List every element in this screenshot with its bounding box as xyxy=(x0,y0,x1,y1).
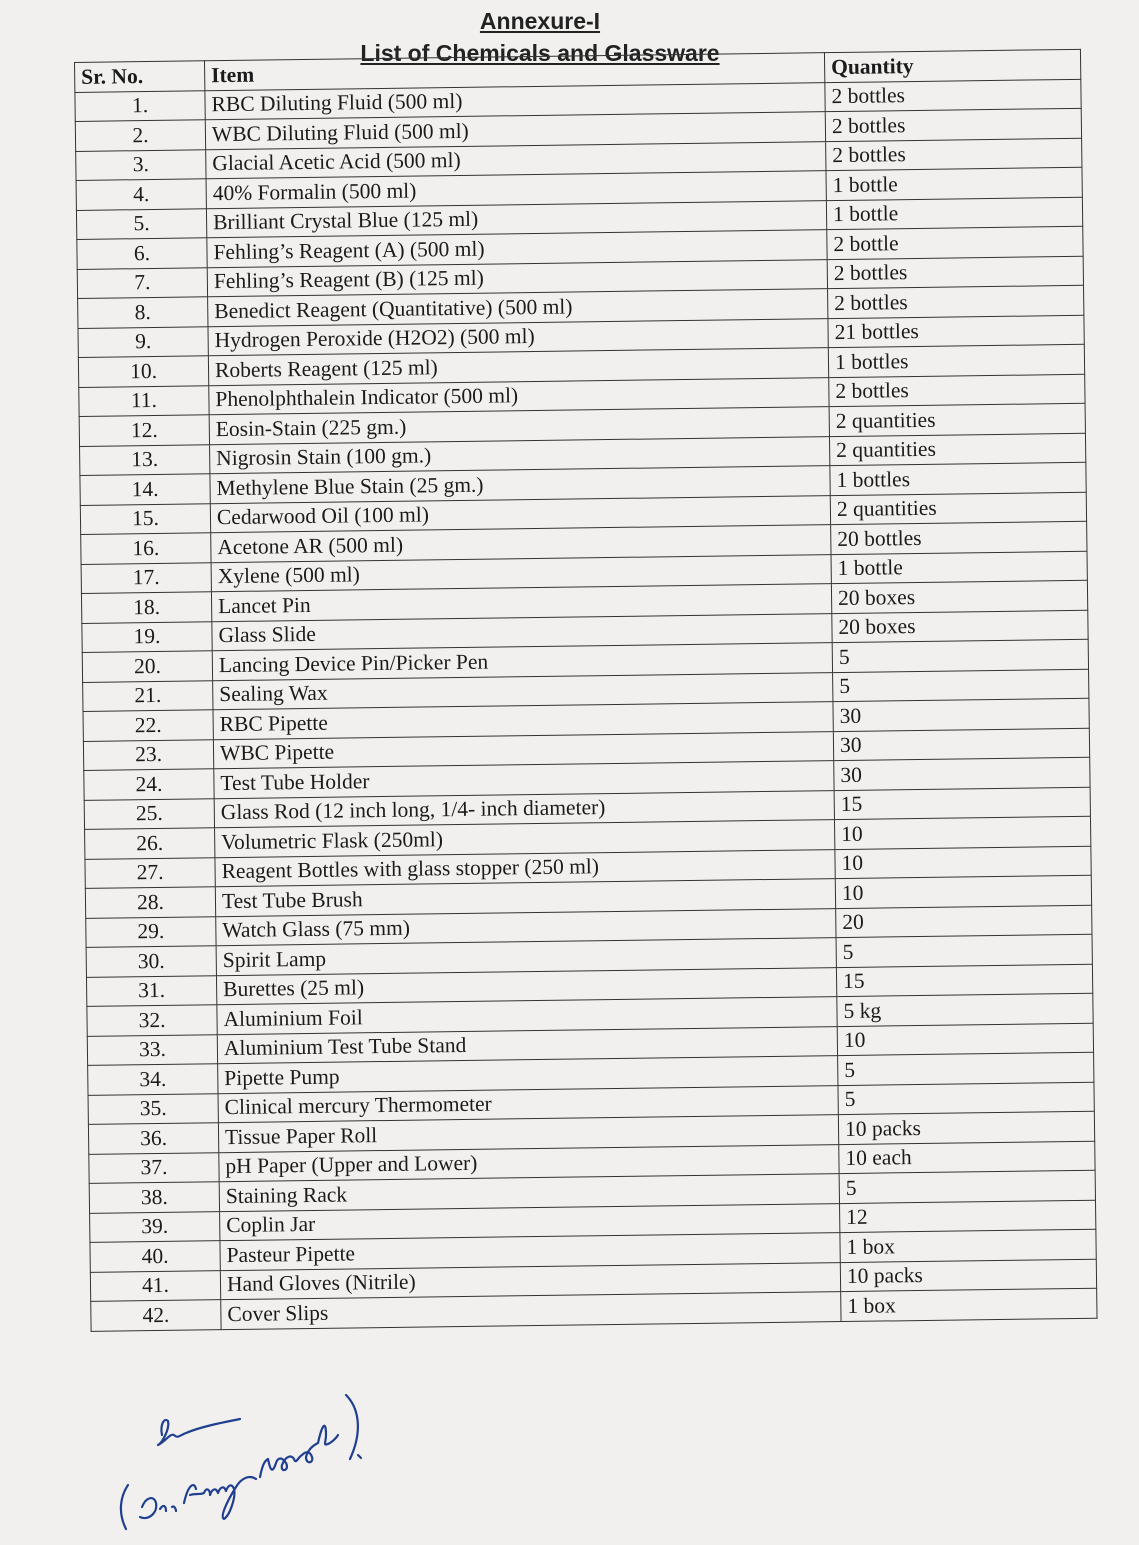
item-cell: RBC Pipette xyxy=(213,702,833,740)
quantity-cell: 2 bottles xyxy=(825,108,1081,141)
sr-cell: 40. xyxy=(90,1241,220,1272)
sr-cell: 6. xyxy=(77,238,207,269)
header-sr-no: Sr. No. xyxy=(75,61,205,92)
sr-cell: 13. xyxy=(80,444,210,475)
item-cell: Aluminium Foil xyxy=(217,997,837,1035)
sr-cell: 20. xyxy=(82,651,212,682)
sr-cell: 23. xyxy=(83,739,213,770)
item-cell: Pipette Pump xyxy=(218,1056,838,1094)
quantity-cell: 1 bottle xyxy=(826,167,1082,200)
items-table-container xyxy=(74,49,1097,1332)
sr-cell: 5. xyxy=(76,208,206,239)
sr-cell: 38. xyxy=(89,1182,219,1213)
quantity-cell: 20 boxes xyxy=(831,580,1087,613)
item-cell: WBC Diluting Fluid (500 ml) xyxy=(205,112,825,150)
quantity-cell: 10 xyxy=(835,875,1091,908)
item-cell: pH Paper (Upper and Lower) xyxy=(219,1144,839,1182)
quantity-cell: 20 boxes xyxy=(832,610,1088,643)
item-cell: Brilliant Crystal Blue (125 ml) xyxy=(206,200,826,238)
item-cell: Fehling’s Reagent (B) (125 ml) xyxy=(207,259,827,297)
item-cell: Volumetric Flask (250ml) xyxy=(215,820,835,858)
item-cell: Glacial Acetic Acid (500 ml) xyxy=(206,141,826,179)
quantity-cell: 5 xyxy=(838,1052,1094,1085)
sr-cell: 7. xyxy=(77,267,207,298)
item-cell: Lancet Pin xyxy=(211,584,831,622)
item-cell: Phenolphthalein Indicator (500 ml) xyxy=(209,377,829,415)
sr-cell: 36. xyxy=(88,1123,218,1154)
items-table xyxy=(74,49,1098,1332)
sr-cell: 30. xyxy=(86,946,216,977)
sr-cell: 25. xyxy=(84,798,214,829)
quantity-cell: 2 quantities xyxy=(830,492,1086,525)
sr-cell: 1. xyxy=(75,90,205,121)
item-cell: Fehling’s Reagent (A) (500 ml) xyxy=(207,230,827,268)
quantity-cell: 5 xyxy=(836,934,1092,967)
quantity-cell: 1 bottles xyxy=(830,462,1086,495)
quantity-cell: 1 bottle xyxy=(826,197,1082,230)
sr-cell: 34. xyxy=(88,1064,218,1095)
sr-cell: 18. xyxy=(81,592,211,623)
sr-cell: 22. xyxy=(83,710,213,741)
quantity-cell: 15 xyxy=(836,964,1092,997)
sr-cell: 19. xyxy=(82,621,212,652)
quantity-cell: 12 xyxy=(840,1200,1096,1233)
sr-cell: 41. xyxy=(90,1270,220,1301)
header-quantity: Quantity xyxy=(824,49,1080,82)
quantity-cell: 10 packs xyxy=(838,1111,1094,1144)
item-cell: Staining Rack xyxy=(219,1174,839,1212)
sr-cell: 37. xyxy=(89,1152,219,1183)
table-body xyxy=(75,79,1097,1331)
item-cell: Nigrosin Stain (100 gm.) xyxy=(210,436,830,474)
item-cell: Lancing Device Pin/Picker Pen xyxy=(212,643,832,681)
item-cell: Sealing Wax xyxy=(213,672,833,710)
sr-cell: 42. xyxy=(91,1300,221,1331)
quantity-cell: 1 box xyxy=(841,1288,1097,1321)
item-cell: Clinical mercury Thermometer xyxy=(218,1085,838,1123)
item-cell: Benedict Reagent (Quantitative) (500 ml) xyxy=(208,289,828,327)
quantity-cell: 10 xyxy=(835,846,1091,879)
sr-cell: 11. xyxy=(79,385,209,416)
quantity-cell: 21 bottles xyxy=(828,315,1084,348)
quantity-cell: 1 bottles xyxy=(828,344,1084,377)
sr-cell: 32. xyxy=(87,1005,217,1036)
quantity-cell: 20 bottles xyxy=(831,521,1087,554)
item-cell: Hand Gloves (Nitrile) xyxy=(220,1262,840,1300)
sr-cell: 29. xyxy=(86,916,216,947)
quantity-cell: 2 bottles xyxy=(826,138,1082,171)
quantity-cell: 5 xyxy=(832,639,1088,672)
sr-cell: 35. xyxy=(88,1093,218,1124)
sr-cell: 16. xyxy=(81,533,211,564)
item-cell: Test Tube Brush xyxy=(215,879,835,917)
quantity-cell: 5 xyxy=(833,669,1089,702)
sr-cell: 15. xyxy=(80,503,210,534)
item-cell: Spirit Lamp xyxy=(216,938,836,976)
sr-cell: 14. xyxy=(80,474,210,505)
item-cell: Eosin-Stain (225 gm.) xyxy=(209,407,829,445)
sr-cell: 17. xyxy=(81,562,211,593)
quantity-cell: 10 xyxy=(834,816,1090,849)
header-item: Item xyxy=(204,53,824,91)
sr-cell: 9. xyxy=(78,326,208,357)
sr-cell: 3. xyxy=(76,149,206,180)
item-cell: Test Tube Holder xyxy=(214,761,834,799)
item-cell: Coplin Jar xyxy=(220,1203,840,1241)
sr-cell: 27. xyxy=(85,857,215,888)
sr-cell: 24. xyxy=(84,769,214,800)
sr-cell: 4. xyxy=(76,179,206,210)
sr-cell: 12. xyxy=(79,415,209,446)
sr-cell: 2. xyxy=(75,120,205,151)
quantity-cell: 2 bottles xyxy=(828,285,1084,318)
item-cell: Cover Slips xyxy=(221,1292,841,1330)
quantity-cell: 5 xyxy=(839,1170,1095,1203)
item-cell: Glass Slide xyxy=(212,613,832,651)
quantity-cell: 10 packs xyxy=(840,1259,1096,1292)
item-cell: WBC Pipette xyxy=(213,731,833,769)
item-cell: Tissue Paper Roll xyxy=(218,1115,838,1153)
item-cell: Hydrogen Peroxide (H2O2) (500 ml) xyxy=(208,318,828,356)
quantity-cell: 10 each xyxy=(839,1141,1095,1174)
item-cell: Glass Rod (12 inch long, 1/4- inch diameter) xyxy=(214,790,834,828)
item-cell: RBC Diluting Fluid (500 ml) xyxy=(205,82,825,120)
item-cell: 40% Formalin (500 ml) xyxy=(206,171,826,209)
quantity-cell: 2 quantities xyxy=(829,433,1085,466)
quantity-cell: 1 box xyxy=(840,1229,1096,1262)
quantity-cell: 30 xyxy=(834,757,1090,790)
quantity-cell: 30 xyxy=(833,728,1089,761)
item-cell: Burettes (25 ml) xyxy=(216,967,836,1005)
quantity-cell: 1 bottle xyxy=(831,551,1087,584)
sr-cell: 26. xyxy=(85,828,215,859)
quantity-cell: 5 kg xyxy=(837,993,1093,1026)
document-subtitle: List of Chemicals and Glassware xyxy=(360,40,720,66)
quantity-cell: 2 bottles xyxy=(825,79,1081,112)
quantity-cell: 20 xyxy=(836,905,1092,938)
quantity-cell: 15 xyxy=(834,787,1090,820)
quantity-cell: 30 xyxy=(833,698,1089,731)
quantity-cell: 10 xyxy=(837,1023,1093,1056)
item-cell: Cedarwood Oil (100 ml) xyxy=(210,495,830,533)
item-cell: Pasteur Pipette xyxy=(220,1233,840,1271)
item-cell: Acetone AR (500 ml) xyxy=(211,525,831,563)
sr-cell: 10. xyxy=(78,356,208,387)
sr-cell: 28. xyxy=(85,887,215,918)
item-cell: Roberts Reagent (125 ml) xyxy=(208,348,828,386)
item-cell: Reagent Bottles with glass stopper (250 ml) xyxy=(215,849,835,887)
quantity-cell: 2 bottle xyxy=(827,226,1083,259)
annexure-title: Annexure-I xyxy=(479,8,601,34)
quantity-cell: 2 quantities xyxy=(829,403,1085,436)
quantity-cell: 2 bottles xyxy=(829,374,1085,407)
signature xyxy=(100,1385,400,1545)
sr-cell: 21. xyxy=(83,680,213,711)
quantity-cell: 2 bottles xyxy=(827,256,1083,289)
item-cell: Methylene Blue Stain (25 gm.) xyxy=(210,466,830,504)
item-cell: Watch Glass (75 mm) xyxy=(216,908,836,946)
sr-cell: 31. xyxy=(86,975,216,1006)
sr-cell: 33. xyxy=(87,1034,217,1065)
item-cell: Aluminium Test Tube Stand xyxy=(217,1026,837,1064)
item-cell: Xylene (500 ml) xyxy=(211,554,831,592)
quantity-cell: 5 xyxy=(838,1082,1094,1115)
sr-cell: 8. xyxy=(78,297,208,328)
sr-cell: 39. xyxy=(90,1211,220,1242)
